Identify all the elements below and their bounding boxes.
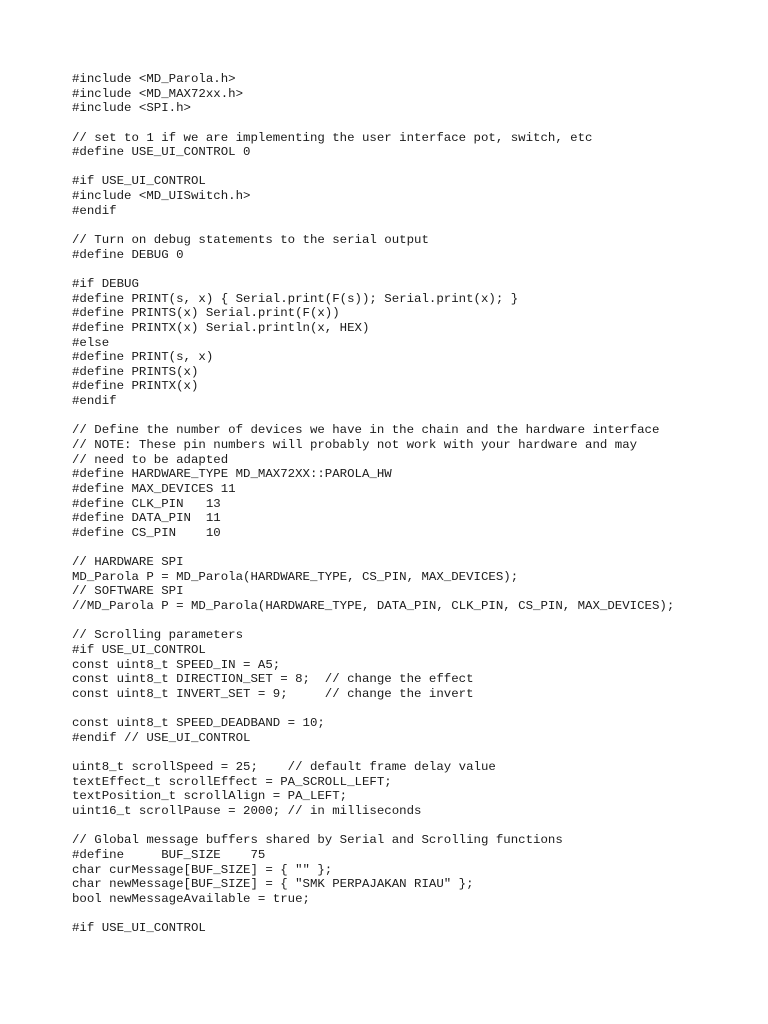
- blank-line: [72, 614, 674, 629]
- code-line: const uint8_t SPEED_DEADBAND = 10;: [72, 716, 325, 731]
- code-line: uint16_t scrollPause = 2000; // in milliseconds: [72, 804, 422, 819]
- code-line: #endif: [72, 394, 117, 409]
- code-line: // Turn on debug statements to the serial output: [72, 233, 429, 248]
- code-line: #define PRINTX(x) Serial.println(x, HEX): [72, 320, 370, 335]
- code-line: #endif // USE_UI_CONTROL: [72, 730, 251, 745]
- code-line: textPosition_t scrollAlign = PA_LEFT;: [72, 789, 348, 804]
- blank-line: [72, 218, 674, 233]
- code-line: const uint8_t SPEED_IN = A5;: [72, 657, 281, 672]
- code-line: #else: [72, 335, 110, 350]
- code-line: textEffect_t scrollEffect = PA_SCROLL_LEFT;: [72, 774, 392, 789]
- code-line: uint8_t scrollSpeed = 25; // default frame delay value: [72, 760, 496, 775]
- blank-line: [72, 907, 674, 922]
- code-line: const uint8_t DIRECTION_SET = 8; // change the effect: [72, 672, 474, 687]
- code-line: // SOFTWARE SPI: [72, 584, 184, 599]
- blank-line: [72, 541, 674, 556]
- code-line: // Global message buffers shared by Serial and Scrolling functions: [72, 833, 563, 848]
- code-line: char curMessage[BUF_SIZE] = { "" };: [72, 862, 333, 877]
- code-line: // NOTE: These pin numbers will probably not work with your hardware and may: [72, 438, 638, 453]
- code-line: #define PRINTS(x) Serial.print(F(x)): [72, 306, 340, 321]
- blank-line: [72, 116, 674, 131]
- code-listing: [72, 72, 674, 936]
- code-line: // set to 1 if we are implementing the user interface pot, switch, etc: [72, 130, 593, 145]
- code-line: #if DEBUG: [72, 276, 139, 291]
- code-line: #include <MD_MAX72xx.h>: [72, 86, 244, 101]
- blank-line: [72, 819, 674, 834]
- code-line: #define DEBUG 0: [72, 247, 184, 262]
- blank-line: [72, 262, 674, 277]
- blank-line: [72, 745, 674, 760]
- code-line: #define USE_UI_CONTROL 0: [72, 145, 251, 160]
- code-line: //MD_Parola P = MD_Parola(HARDWARE_TYPE, DATA_PIN, CLK_PIN, CS_PIN, MAX_DEVICES);: [72, 599, 675, 614]
- code-line: char newMessage[BUF_SIZE] = { "SMK PERPAJAKAN RIAU" };: [72, 877, 474, 892]
- code-line: #define PRINTS(x): [72, 364, 199, 379]
- code-line: // Define the number of devices we have in the chain and the hardware interface: [72, 423, 660, 438]
- code-line: #define HARDWARE_TYPE MD_MAX72XX::PAROLA_HW: [72, 467, 392, 482]
- code-line: #define PRINT(s, x): [72, 350, 214, 365]
- code-line: #include <MD_UISwitch.h>: [72, 189, 251, 204]
- code-line: #define BUF_SIZE 75: [72, 847, 266, 862]
- code-line: #include <SPI.h>: [72, 101, 191, 116]
- blank-line: [72, 702, 674, 717]
- code-line: bool newMessageAvailable = true;: [72, 891, 310, 906]
- code-line: #define MAX_DEVICES 11: [72, 481, 236, 496]
- code-line: #define CS_PIN 10: [72, 525, 221, 540]
- code-line: #define PRINTX(x): [72, 379, 199, 394]
- blank-line: [72, 160, 674, 175]
- code-line: MD_Parola P = MD_Parola(HARDWARE_TYPE, CS_PIN, MAX_DEVICES);: [72, 569, 519, 584]
- code-line: #include <MD_Parola.h>: [72, 72, 236, 86]
- code-line: #define PRINT(s, x) { Serial.print(F(s)); Serial.print(x); }: [72, 291, 519, 306]
- code-line: #define DATA_PIN 11: [72, 511, 221, 526]
- code-line: #if USE_UI_CONTROL: [72, 642, 206, 657]
- blank-line: [72, 409, 674, 424]
- code-line: #define CLK_PIN 13: [72, 496, 221, 511]
- code-line: // need to be adapted: [72, 452, 229, 467]
- code-line: #endif: [72, 203, 117, 218]
- code-line: #if USE_UI_CONTROL: [72, 921, 206, 936]
- code-line: const uint8_t INVERT_SET = 9; // change the invert: [72, 686, 474, 701]
- code-line: // Scrolling parameters: [72, 628, 244, 643]
- code-line: // HARDWARE SPI: [72, 555, 184, 570]
- code-line: #if USE_UI_CONTROL: [72, 174, 206, 189]
